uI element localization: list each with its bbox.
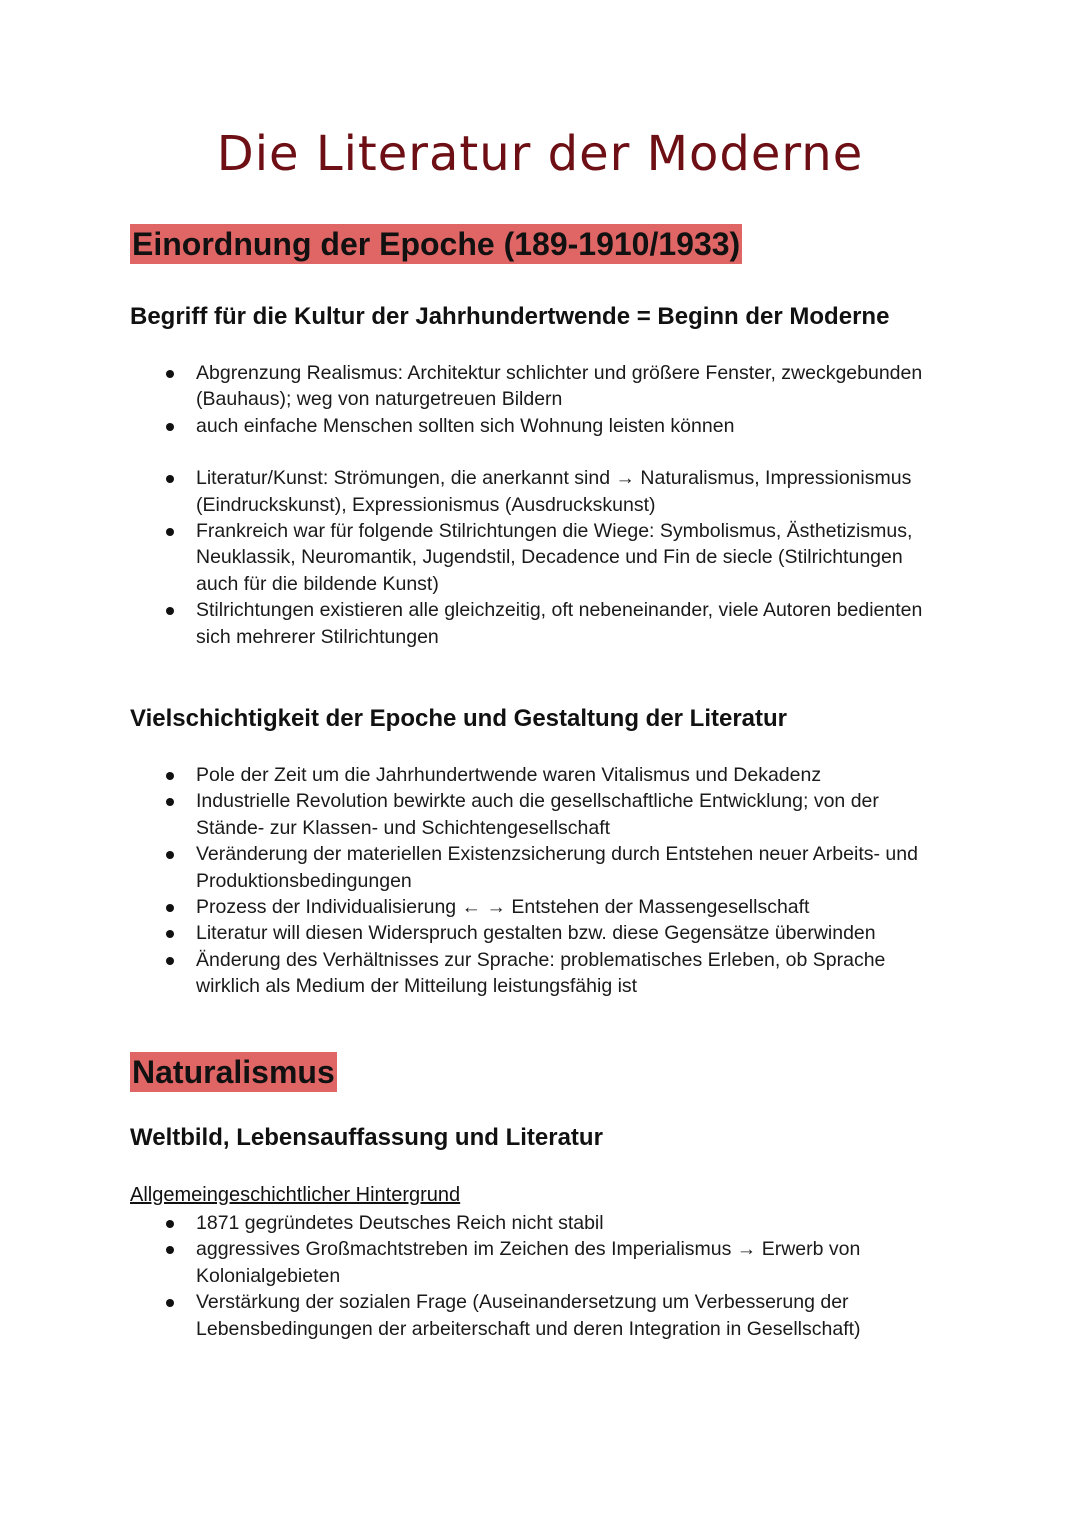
bullet-icon bbox=[166, 798, 174, 806]
bullet-icon bbox=[166, 607, 174, 615]
list-item: Pole der Zeit um die Jahrhundertwende waren Vitalismus und Dekadenz bbox=[130, 762, 950, 788]
bullet-list-naturalismus bbox=[130, 1210, 950, 1342]
list-item: 1871 gegründetes Deutsches Reich nicht stabil bbox=[130, 1210, 950, 1236]
bullet-icon bbox=[166, 851, 174, 859]
section-heading-einordnung: Einordnung der Epoche (189-1910/1933) bbox=[132, 226, 741, 262]
list-item: Änderung des Verhältnisses zur Sprache: problematisches Erleben, ob Sprache wirklich als Medium der Mitteilung leistungsfähig ist bbox=[130, 947, 950, 1000]
label-hintergrund: Allgemeingeschichtlicher Hintergrund bbox=[130, 1184, 461, 1206]
list-item: Veränderung der materiellen Existenzsicherung durch Entstehen neuer Arbeits- und Produktionsbedingungen bbox=[130, 841, 950, 894]
subheading-vielschichtigkeit: Vielschichtigkeit der Epoche und Gestaltung der Literatur bbox=[130, 705, 788, 732]
bullet-icon bbox=[166, 772, 174, 780]
list-item: auch einfache Menschen sollten sich Wohnung leisten können bbox=[130, 413, 950, 439]
bullet-list-vielschichtigkeit bbox=[130, 762, 950, 1000]
subheading-begriff: Begriff für die Kultur der Jahrhundertwende = Beginn der Moderne bbox=[130, 303, 890, 330]
subheading-weltbild: Weltbild, Lebensauffassung und Literatur bbox=[130, 1124, 603, 1151]
list-item: Frankreich war für folgende Stilrichtungen die Wiege: Symbolismus, Ästhetizismus, Neuklassik, Neuromantik, Jugendstil, Decadence und Fin de siecle (Stilrichtungen auch für die bildende Kunst) bbox=[130, 518, 950, 597]
bullet-icon bbox=[166, 370, 174, 378]
bullet-icon bbox=[166, 423, 174, 431]
bullet-icon bbox=[166, 1299, 174, 1307]
list-item: Industrielle Revolution bewirkte auch die gesellschaftliche Entwicklung; von der Stände- zur Klassen- und Schichtengesellschaft bbox=[130, 788, 950, 841]
bullet-icon bbox=[166, 1246, 174, 1254]
document-title: Die Literatur der Moderne bbox=[216, 126, 864, 182]
bullet-icon bbox=[166, 957, 174, 965]
bullet-icon bbox=[166, 930, 174, 938]
bullet-icon bbox=[166, 475, 174, 483]
list-item: Abgrenzung Realismus: Architektur schlichter und größere Fenster, zweckgebunden (Bauhaus); weg von naturgetreuen Bildern bbox=[130, 360, 950, 413]
bullet-icon bbox=[166, 528, 174, 536]
bullet-list-einordnung bbox=[130, 360, 950, 650]
list-item: Verstärkung der sozialen Frage (Auseinandersetzung um Verbesserung der Lebensbedingungen der arbeiterschaft und deren Integration in Gesellschaft) bbox=[130, 1289, 950, 1342]
list-item: Literatur will diesen Widerspruch gestalten bzw. diese Gegensätze überwinden bbox=[130, 920, 950, 946]
list-item: Stilrichtungen existieren alle gleichzeitig, oft nebeneinander, viele Autoren bedienten sich mehrerer Stilrichtungen bbox=[130, 597, 950, 650]
list-item: Literatur/Kunst: Strömungen, die anerkannt sind → Naturalismus, Impressionismus (Eindruckskunst), Expressionismus (Ausdruckskunst) bbox=[130, 465, 950, 518]
bullet-icon bbox=[166, 1220, 174, 1228]
list-item: aggressives Großmachtstreben im Zeichen des Imperialismus → Erwerb von Kolonialgebieten bbox=[130, 1236, 950, 1289]
bullet-icon bbox=[166, 904, 174, 912]
section-heading-naturalismus: Naturalismus bbox=[132, 1054, 335, 1090]
list-item: Prozess der Individualisierung ← → Entstehen der Massengesellschaft bbox=[130, 894, 950, 920]
